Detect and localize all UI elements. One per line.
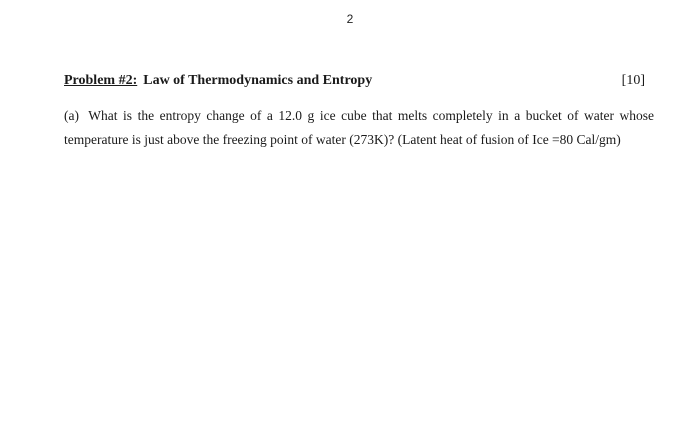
problem-label: Problem #2:: [64, 73, 138, 88]
problem-header: [64, 72, 645, 90]
problem-points: [10]: [621, 73, 645, 88]
page-number: 2: [346, 12, 354, 26]
part-question-text: What is the entropy change of a 12.0 g ice cube that melts completely in a bucket of water whose temperature is just above the freezing point of water (273K)? (Latent heat of fusion of Ice =80 Cal/gm): [64, 108, 654, 147]
problem-title: Law of Thermodynamics and Entropy: [143, 73, 373, 88]
problem-part-a: [64, 104, 654, 152]
part-label: (a): [64, 108, 79, 123]
